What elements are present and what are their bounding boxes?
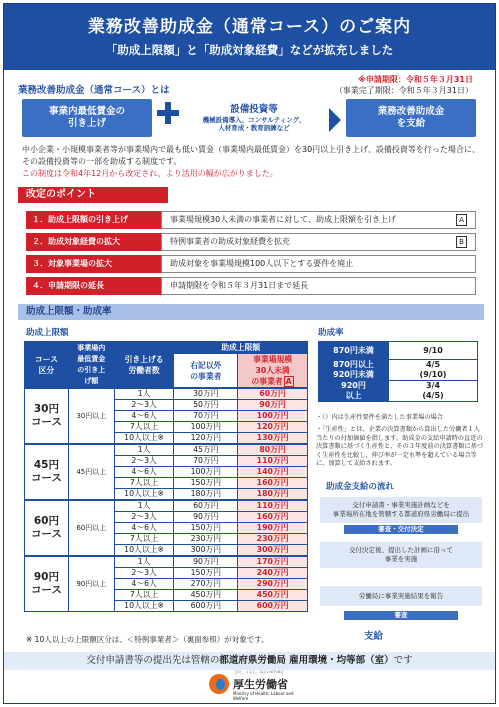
limits-table-body bbox=[25, 388, 308, 612]
page-subtitle: 「助成上限額」と「助成対象経費」などが拡充しました bbox=[105, 43, 394, 57]
limit-other-cell: 30万円 bbox=[174, 388, 238, 400]
limit-other-cell: 150万円 bbox=[174, 478, 238, 489]
workers-cell: 2～3人 bbox=[114, 512, 174, 523]
limit-small-cell: 230万円 bbox=[238, 534, 308, 545]
rates-table bbox=[318, 341, 478, 402]
col-small-text: 事業場規模 30人未満 の事業者 bbox=[251, 355, 293, 386]
course-cell: 90円 コース bbox=[25, 556, 69, 612]
workers-cell: 10人以上※ bbox=[114, 601, 174, 612]
points-heading: 改定のポイント bbox=[18, 187, 168, 203]
limits-footnote: ※ 10人以上の上限額区分は、＜特例事業者＞（裏面参照）が対象です。 bbox=[26, 635, 269, 644]
point-row bbox=[26, 255, 476, 273]
grant-box bbox=[346, 99, 476, 137]
limits-sub-label: 助成上限額 bbox=[26, 328, 69, 338]
workers-cell: 4～6人 bbox=[114, 467, 174, 478]
rate-row bbox=[319, 342, 478, 360]
workers-cell: 1人 bbox=[114, 500, 174, 512]
workers-cell: 2～3人 bbox=[114, 568, 174, 579]
limit-small-cell: 160万円 bbox=[238, 478, 308, 489]
limit-small-cell: 290万円 bbox=[238, 579, 308, 590]
limit-small-cell: 120万円 bbox=[238, 422, 308, 433]
mhlw-mark-icon bbox=[209, 674, 229, 694]
flow-step-text: 労働局に事業実施結果を報告 bbox=[358, 591, 444, 600]
rate-value-cell: 4/5 (9/10) bbox=[389, 360, 478, 381]
header bbox=[4, 4, 495, 70]
workers-cell: 7人以上 bbox=[114, 590, 174, 601]
limit-small-cell: 160万円 bbox=[238, 512, 308, 523]
flow-step-apply bbox=[320, 497, 482, 523]
point-row bbox=[26, 211, 476, 229]
workers-cell: 7人以上 bbox=[114, 534, 174, 545]
mhlw-logo bbox=[209, 672, 299, 700]
rate-row bbox=[319, 381, 478, 402]
logo-en: Ministry of Health, Labour and Welfare bbox=[233, 691, 294, 701]
course-cell: 60円 コース bbox=[25, 500, 69, 556]
flow-step-implement bbox=[320, 542, 482, 568]
point-desc-text: 助成対象を事業場規模100人以下とする要件を廃止 bbox=[170, 259, 354, 268]
workers-cell: 4～6人 bbox=[114, 411, 174, 422]
limit-small-cell: 180万円 bbox=[238, 489, 308, 501]
point-label: ２．助成対象経費の拡大 bbox=[26, 233, 161, 251]
limit-other-cell: 90万円 bbox=[174, 556, 238, 568]
workers-cell: 1人 bbox=[114, 556, 174, 568]
table-row bbox=[25, 556, 308, 568]
point-desc bbox=[161, 211, 476, 229]
deadline-line1: ※申請期限：令和５年３月31日 bbox=[358, 75, 473, 84]
footer-bar bbox=[4, 652, 495, 670]
grant-text: 業務改善助成金 を支給 bbox=[377, 106, 445, 129]
limit-other-cell: 90万円 bbox=[174, 512, 238, 523]
workers-cell: 7人以上 bbox=[114, 478, 174, 489]
limit-other-cell: 180万円 bbox=[174, 489, 238, 501]
limit-other-cell: 300万円 bbox=[174, 545, 238, 557]
rates-table-body bbox=[319, 342, 478, 402]
limit-other-cell: 70万円 bbox=[174, 411, 238, 422]
limit-other-cell: 50万円 bbox=[174, 400, 238, 411]
rate-wage-cell: 870円未満 bbox=[319, 342, 389, 360]
wage-raise-box bbox=[22, 99, 152, 137]
flow-step-final-review: 審査 bbox=[344, 611, 458, 620]
course-cell: 30円 コース bbox=[25, 388, 69, 444]
rate-note-1: ・（）内は生産性要件を満たした事業場の場合 bbox=[316, 414, 443, 421]
point-label: ３．対象事業場の拡大 bbox=[26, 255, 161, 273]
limit-other-cell: 45万円 bbox=[174, 444, 238, 456]
logo-ruby: ひと、くらし、みらいのために bbox=[235, 670, 284, 674]
limit-other-cell: 150万円 bbox=[174, 568, 238, 579]
arrow-right-icon bbox=[329, 108, 341, 132]
table-row bbox=[25, 388, 308, 400]
limit-other-cell: 100万円 bbox=[174, 422, 238, 433]
rate-note-2: ・「生産性」とは、企業の決算書類から算出した労働者１人当たりの付加価値を指します。助成金の支給申請時の直近の決算書類に基づく生産性と、その３年度前の決算書類に基づく生産性を比較し、伸び率が一定水準を超えている場合等に、加算して支給されます。 bbox=[316, 426, 484, 468]
limit-other-cell: 100万円 bbox=[174, 467, 238, 478]
point-desc-text: 申請期限を令和５年３月31日まで延長 bbox=[170, 281, 309, 290]
limit-small-cell: 90万円 bbox=[238, 400, 308, 411]
col-small bbox=[238, 354, 308, 389]
rates-sub-label: 助成率 bbox=[318, 328, 344, 338]
limit-other-cell: 270万円 bbox=[174, 579, 238, 590]
workers-cell: 1人 bbox=[114, 444, 174, 456]
plus-icon bbox=[157, 102, 179, 124]
rate-wage-cell: 920円 以上 bbox=[319, 381, 389, 402]
deadline-info bbox=[335, 74, 473, 96]
limit-small-cell: 110万円 bbox=[238, 456, 308, 467]
intro-text: 中小企業・小規模事業者等が事業場内で最も低い賃金（事業場内最低賃金）を30円以上引き上げ、設備投資等を行った場合に、その設備投資等の一部を助成する制度です。 bbox=[22, 145, 480, 166]
limit-other-cell: 60万円 bbox=[174, 500, 238, 512]
rate-wage-cell: 870円以上 920円未満 bbox=[319, 360, 389, 381]
workers-cell: 4～6人 bbox=[114, 579, 174, 590]
intro-note: この制度は令和4年12月から改定され、より活用の幅が広がりました。 bbox=[22, 169, 278, 178]
workers-cell: 7人以上 bbox=[114, 422, 174, 433]
point-label: １．助成上限額の引き上げ bbox=[26, 211, 161, 229]
workers-cell: 10人以上※ bbox=[114, 433, 174, 445]
limit-small-cell: 110万円 bbox=[238, 500, 308, 512]
col-wage: 事業場内 最低賃金 の引き上 げ額 bbox=[68, 342, 114, 389]
flow-step-review: 審査・交付決定 bbox=[344, 525, 458, 534]
point-row bbox=[26, 233, 476, 251]
limit-small-cell: 600万円 bbox=[238, 601, 308, 612]
wage-cell: 90円以上 bbox=[68, 556, 114, 612]
point-desc bbox=[161, 233, 476, 251]
limit-other-cell: 150万円 bbox=[174, 523, 238, 534]
point-desc bbox=[161, 277, 476, 295]
workers-cell: 10人以上※ bbox=[114, 489, 174, 501]
col-workers: 引き上げる 労働者数 bbox=[114, 342, 174, 389]
table-row bbox=[25, 444, 308, 456]
intro-label: 業務改善助成金（通常コース）とは bbox=[18, 85, 170, 96]
footer-suffix: です bbox=[393, 655, 413, 666]
limit-small-cell: 450万円 bbox=[238, 590, 308, 601]
workers-cell: 1人 bbox=[114, 388, 174, 400]
col-course: コース 区分 bbox=[25, 342, 69, 389]
footer-prefix: 交付申請書等の提出先は管轄の bbox=[86, 655, 220, 666]
rate-row bbox=[319, 360, 478, 381]
wage-cell: 30円以上 bbox=[68, 388, 114, 444]
rate-value-cell: 3/4 (4/5) bbox=[389, 381, 478, 402]
logo-name: 厚生労働省 bbox=[233, 678, 288, 691]
limit-small-cell: 130万円 bbox=[238, 433, 308, 445]
limit-small-cell: 80万円 bbox=[238, 444, 308, 456]
flow-step-text: 交付申請書・事業実施計画などを 事業場所在地を管轄する都道府県労働局に提出 bbox=[332, 501, 470, 518]
col-other: 右記以外 の事業者 bbox=[174, 354, 238, 389]
wage-cell: 45円以上 bbox=[68, 444, 114, 500]
workers-cell: 10人以上※ bbox=[114, 545, 174, 557]
rate-value-cell: 9/10 bbox=[389, 342, 478, 360]
wage-raise-text: 事業内最低賃金の 引き上げ bbox=[48, 106, 125, 129]
rate-notes bbox=[316, 414, 486, 468]
investment-title: 設備投資等 bbox=[230, 104, 278, 115]
limit-small-cell: 140万円 bbox=[238, 467, 308, 478]
limit-other-cell: 70万円 bbox=[174, 456, 238, 467]
point-desc-text: 特例事業者の助成対象経費を拡充 bbox=[170, 237, 290, 246]
investment-sub: 機械設備導入、コンサルティング、 人材育成・教育訓練など bbox=[202, 116, 306, 132]
flow-step-text: 交付決定後、提出した計画に沿って 事業を実施 bbox=[349, 546, 453, 563]
flow-step-report bbox=[320, 586, 482, 606]
limit-small-cell: 60万円 bbox=[238, 388, 308, 400]
flow-final: 支給 bbox=[364, 631, 384, 642]
limit-small-cell: 100万円 bbox=[238, 411, 308, 422]
workers-cell: 2～3人 bbox=[114, 456, 174, 467]
limit-other-cell: 600万円 bbox=[174, 601, 238, 612]
point-desc-text: 事業場規模30人未満の事業者に対して、助成上限額を引き上げ bbox=[170, 215, 397, 224]
limit-other-cell: 230万円 bbox=[174, 534, 238, 545]
flow-title: 助成金支給の流れ bbox=[326, 482, 395, 492]
point-label: ４．申請期限の延長 bbox=[26, 277, 161, 295]
limits-table bbox=[24, 341, 308, 612]
limit-other-cell: 450万円 bbox=[174, 590, 238, 601]
page-title: 業務改善助成金（通常コース）のご案内 bbox=[87, 17, 412, 37]
course-cell: 45円 コース bbox=[25, 444, 69, 500]
col-small-tag: A bbox=[285, 377, 292, 386]
flyer-page bbox=[3, 3, 496, 704]
table-row bbox=[25, 500, 308, 512]
wage-cell: 60円以上 bbox=[68, 500, 114, 556]
limit-small-cell: 300万円 bbox=[238, 545, 308, 557]
col-limit: 助成上限額 bbox=[174, 342, 308, 354]
limit-other-cell: 120万円 bbox=[174, 433, 238, 445]
workers-cell: 2～3人 bbox=[114, 400, 174, 411]
investment-box bbox=[184, 99, 324, 137]
point-tag: A bbox=[456, 214, 467, 226]
limit-small-cell: 190万円 bbox=[238, 523, 308, 534]
limits-heading: 助成上限額・助成率 bbox=[18, 304, 484, 320]
point-tag: B bbox=[456, 236, 467, 248]
footer-bold: 都道府県労働局 雇用環境・均等部（室） bbox=[219, 655, 394, 666]
limit-small-cell: 170万円 bbox=[238, 556, 308, 568]
deadline-line2: （事業完了期限：令和５年３月31日） bbox=[334, 86, 473, 95]
point-desc bbox=[161, 255, 476, 273]
point-row bbox=[26, 277, 476, 295]
limit-small-cell: 240万円 bbox=[238, 568, 308, 579]
workers-cell: 4～6人 bbox=[114, 523, 174, 534]
